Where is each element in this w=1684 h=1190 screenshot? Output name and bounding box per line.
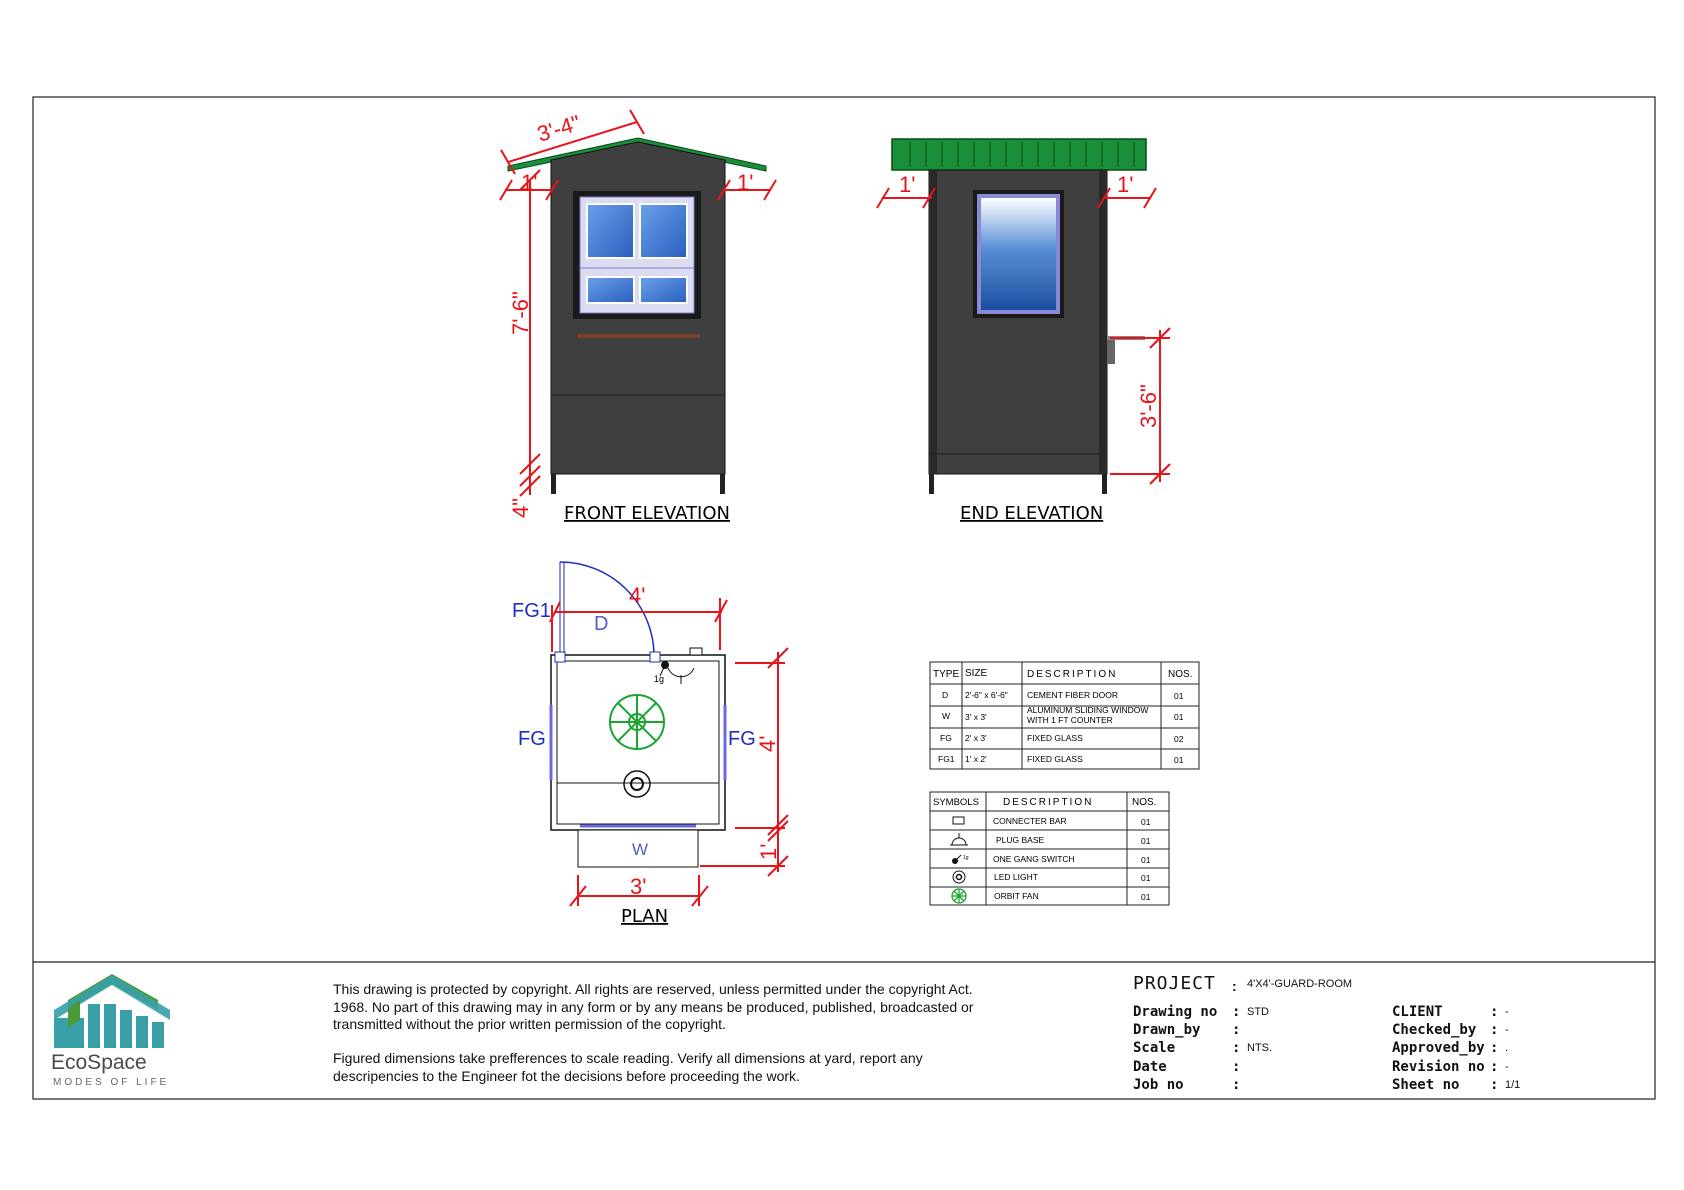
field-colon: :	[1490, 1059, 1499, 1075]
schedule-header-description: DESCRIPTION	[1027, 669, 1118, 680]
schedule-row-description: CEMENT FIBER DOOR	[1027, 690, 1118, 700]
field-value: 1/1	[1505, 1079, 1521, 1091]
schedule-header-type: TYPE	[933, 669, 960, 680]
symbols-header-description: DESCRIPTION	[1003, 797, 1094, 808]
schedule-row-nos: 01	[1174, 712, 1184, 722]
symbols-row-description: ONE GANG SWITCH	[993, 854, 1075, 864]
field-value: .	[1505, 1042, 1509, 1054]
plug-base-icon	[950, 833, 968, 845]
symbols-row-nos: 01	[1141, 873, 1151, 883]
schedule-row-nos: 01	[1174, 691, 1184, 701]
dimension-note: Figured dimensions take prefferences to scale reading. Verify all dimensions at yard, report any descripencies to the Engineer fot the decisions before proceeding the work.	[333, 1050, 923, 1084]
schedule-row-nos: 02	[1174, 734, 1184, 744]
schedule-row-nos: 01	[1174, 755, 1184, 765]
project-value: 4'X4'-GUARD-ROOM	[1247, 978, 1353, 990]
field-value: STD	[1247, 1006, 1269, 1018]
field-colon: :	[1232, 1022, 1241, 1038]
field-colon: :	[1490, 1004, 1499, 1020]
field-value: -	[1505, 1024, 1509, 1036]
plan-orbit-fan	[610, 695, 664, 749]
plan-label-window: W	[632, 840, 649, 859]
schedule-row-description: ALUMINUM SLIDING WINDOW	[1027, 705, 1149, 715]
schedule-row-type: W	[942, 711, 951, 721]
end-dim-left-overhang: 1'	[899, 172, 916, 197]
field-label: Sheet no	[1392, 1077, 1460, 1093]
field-label: CLIENT	[1392, 1004, 1443, 1020]
led-light-icon	[953, 871, 965, 883]
drawing-border	[33, 97, 1655, 1099]
symbols-row-nos: 01	[1141, 836, 1151, 846]
schedule-row-size: 2' x 3'	[965, 733, 987, 743]
field-colon: :	[1232, 1059, 1241, 1075]
front-dim-height: 7'-6"	[508, 291, 533, 335]
field-colon: :	[1232, 1077, 1241, 1093]
symbols-row-nos: 01	[1141, 817, 1151, 827]
schedule-row-type: FG1	[938, 754, 955, 764]
copyright-notice: This drawing is protected by copyright. All rights are reserved, unless permitted under the copyright Act. 1968. No part of this drawing may in any form or by any means be produced, published, broadcasted or transmitted without the prior written permission of the copyright.	[333, 981, 974, 1032]
plan-label-fg1: FG1	[512, 600, 551, 622]
schedule-row-type: FG	[940, 733, 952, 743]
front-dim-left-overhang: 1'	[521, 170, 538, 195]
schedule-row-description-line2: WITH 1 FT COUNTER	[1027, 715, 1113, 725]
end-elevation-caption: END ELEVATION	[960, 503, 1104, 524]
schedule-row-size: 2'-6" x 6'-6"	[965, 690, 1008, 700]
symbols-row-description: ORBIT FAN	[994, 891, 1039, 901]
plan-label-door: D	[594, 613, 609, 635]
plan-dim-top-width: 4'	[629, 583, 646, 608]
plan-label-switch: 1g	[654, 674, 665, 684]
symbols-row-nos: 01	[1141, 892, 1151, 902]
schedule-row-size: 3' x 3'	[965, 712, 987, 722]
brand-name: EcoSpace	[51, 1051, 147, 1074]
symbols-header-nos: NOS.	[1132, 797, 1157, 808]
field-label: Date	[1133, 1059, 1167, 1075]
schedule-header-size: SIZE	[965, 668, 988, 679]
plan-dim-counter-width: 3'	[630, 874, 647, 899]
symbols-table	[930, 792, 1169, 905]
field-value: NTS.	[1247, 1042, 1273, 1054]
end-dim-right-overhang: 1'	[1117, 172, 1134, 197]
field-label: Job no	[1133, 1077, 1184, 1093]
field-label: Scale	[1133, 1040, 1176, 1056]
field-colon: :	[1232, 1004, 1241, 1020]
front-elevation-caption: FRONT ELEVATION	[564, 503, 730, 524]
one-gang-switch-icon	[952, 855, 969, 864]
front-dim-leg: 4"	[508, 497, 533, 518]
field-label: Drawing no	[1133, 1004, 1218, 1020]
symbols-row-description: CONNECTER BAR	[993, 816, 1067, 826]
project-colon: :	[1232, 978, 1237, 994]
field-colon: :	[1232, 1040, 1241, 1056]
schedule-row-description: FIXED GLASS	[1027, 733, 1083, 743]
end-dim-counter-height: 3'-6"	[1136, 384, 1161, 428]
plan-dim-side-depth: 4'	[755, 735, 780, 752]
field-label: Revision no	[1392, 1059, 1485, 1075]
plan-caption: PLAN	[621, 906, 669, 927]
symbols-row-nos: 01	[1141, 855, 1151, 865]
schedule-row-type: D	[942, 690, 949, 700]
ecospace-logo	[54, 974, 170, 1048]
field-value: -	[1505, 1061, 1509, 1073]
front-elevation	[508, 138, 766, 494]
front-dim-right-overhang: 1'	[737, 170, 754, 195]
schedule-header-nos: NOS.	[1168, 669, 1193, 680]
end-roof	[892, 139, 1146, 170]
door-swing-arc	[560, 562, 654, 656]
field-label: Drawn_by	[1133, 1022, 1201, 1038]
plan-dim-counter-depth: 1'	[756, 843, 781, 860]
plan-label-fg-right: FG	[728, 728, 756, 750]
svg-text:1g: 1g	[963, 855, 969, 861]
field-colon: :	[1490, 1022, 1499, 1038]
schedule-row-description: FIXED GLASS	[1027, 754, 1083, 764]
brand-tagline: MODES OF LIFE	[53, 1077, 170, 1088]
front-dim-roof-width: 3'-4"	[534, 110, 584, 147]
field-colon: :	[1490, 1077, 1499, 1093]
field-value: -	[1505, 1006, 1509, 1018]
field-label: Checked_by	[1392, 1022, 1477, 1038]
symbols-header-symbols: SYMBOLS	[933, 797, 979, 808]
symbols-row-description: PLUG BASE	[996, 835, 1045, 845]
plan-label-fg-left: FG	[518, 728, 546, 750]
project-label: PROJECT	[1133, 973, 1216, 994]
field-colon: :	[1490, 1040, 1499, 1056]
field-label: Approved_by	[1392, 1040, 1485, 1056]
connector-bar-icon	[953, 817, 964, 824]
schedule-row-size: 1' x 2'	[965, 754, 987, 764]
symbols-row-description: LED LIGHT	[994, 872, 1038, 882]
orbit-fan-icon	[952, 889, 966, 903]
